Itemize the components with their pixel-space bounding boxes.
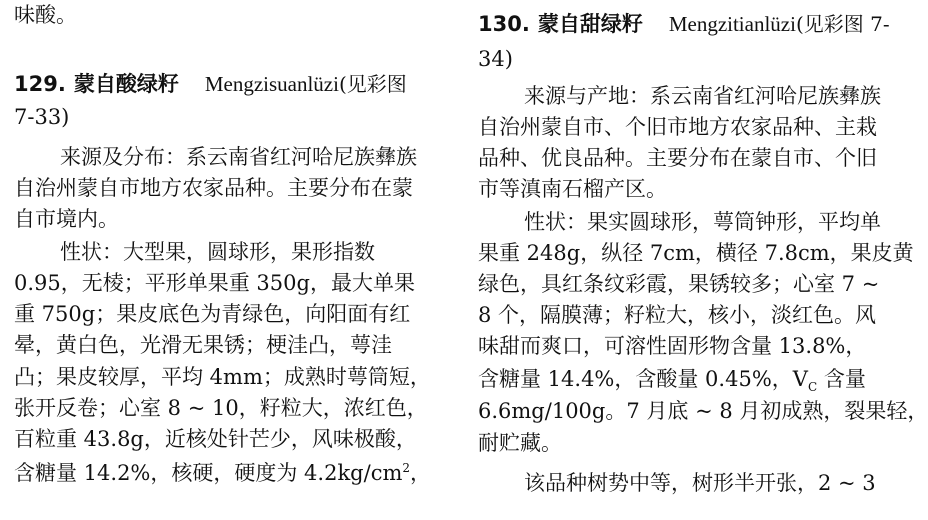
body-line: 重 750g；果皮底色为青绿色，向阳面有红 — [14, 302, 411, 326]
body-line: 来源及分布：系云南省红河哈尼族彝族 — [60, 145, 417, 169]
body-line: 绿色，具红条纹彩霞，果锈较多；心室 7 ~ — [478, 272, 880, 296]
body-line — [14, 458, 431, 488]
entry-130-heading — [478, 9, 890, 39]
body-line: 品种、优良品种。主要分布在蒙自市、个旧 — [478, 146, 877, 170]
body-text: 含糖量 14.2%，核硬，硬度为 4.2kg/cm — [14, 461, 403, 485]
body-line: 味甜而爽口，可溶性固形物含量 13.8%， — [478, 334, 867, 358]
body-line: 8 个，隔膜薄；籽粒大，核小，淡红色。风 — [478, 303, 877, 327]
body-line: 自治州蒙自市地方农家品种。主要分布在蒙 — [14, 176, 413, 200]
entry-name-pinyin: Mengzisuanlüzi — [204, 72, 339, 96]
subscript: C — [807, 380, 818, 395]
body-line: 性状：大型果，圆球形，果形指数 — [60, 240, 375, 264]
body-line: 性状：果实圆球形，萼筒钟形，平均单 — [524, 210, 881, 234]
body-text: ， — [410, 461, 432, 485]
superscript: 2 — [402, 461, 411, 475]
body-line: 该品种树势中等，树形半开张，2 ~ 3 — [524, 471, 876, 495]
body-line: 来源与产地：系云南省红河哈尼族彝族 — [524, 84, 881, 108]
entry-name-cn: 蒙自甜绿籽 — [537, 12, 643, 36]
body-line: 耐贮藏。 — [478, 431, 562, 455]
body-line: 市等滇南石榴产区。 — [478, 177, 667, 201]
entry-figure-ref-cont: 34) — [478, 47, 513, 71]
body-text: 含量 — [817, 367, 866, 391]
entry-name-cn: 蒙自酸绿籽 — [73, 72, 179, 96]
entry-name-pinyin: Mengzitianlüzi — [668, 12, 796, 36]
body-line: 晕，黄白色，光滑无果锈；梗洼凸，萼洼 — [14, 333, 392, 357]
body-line: 0.95，无棱；平形单果重 350g，最大单果 — [14, 271, 415, 295]
body-line — [478, 364, 866, 394]
entry-figure-ref: (见彩图 7- — [795, 12, 890, 36]
body-line: 自市境内。 — [14, 207, 119, 231]
entry-figure-ref: (见彩图 — [338, 72, 407, 96]
body-text: 含糖量 14.4%，含酸量 0.45%，V — [478, 367, 808, 391]
entry-figure-ref-cont: 7-33) — [14, 105, 70, 129]
body-line: 百粒重 43.8g，近核处针芒少，风味极酸， — [14, 427, 417, 451]
body-line: 凸；果皮较厚，平均 4mm；成熟时萼筒短， — [14, 365, 431, 389]
body-line: 果重 248g，纵径 7cm，横径 7.8cm，果皮黄 — [478, 241, 914, 265]
body-line: 张开反卷；心室 8 ~ 10，籽粒大，浓红色， — [14, 396, 428, 420]
body-line: 6.6mg/100g。7 月底 ~ 8 月初成熟，裂果轻， — [478, 399, 928, 423]
entry-number: 129. — [14, 72, 66, 96]
entry-129-heading — [14, 69, 407, 99]
body-line: 自治州蒙自市、个旧市地方农家品种、主栽 — [478, 115, 877, 139]
top-fragment: 味酸。 — [14, 3, 77, 27]
entry-number: 130. — [478, 12, 530, 36]
